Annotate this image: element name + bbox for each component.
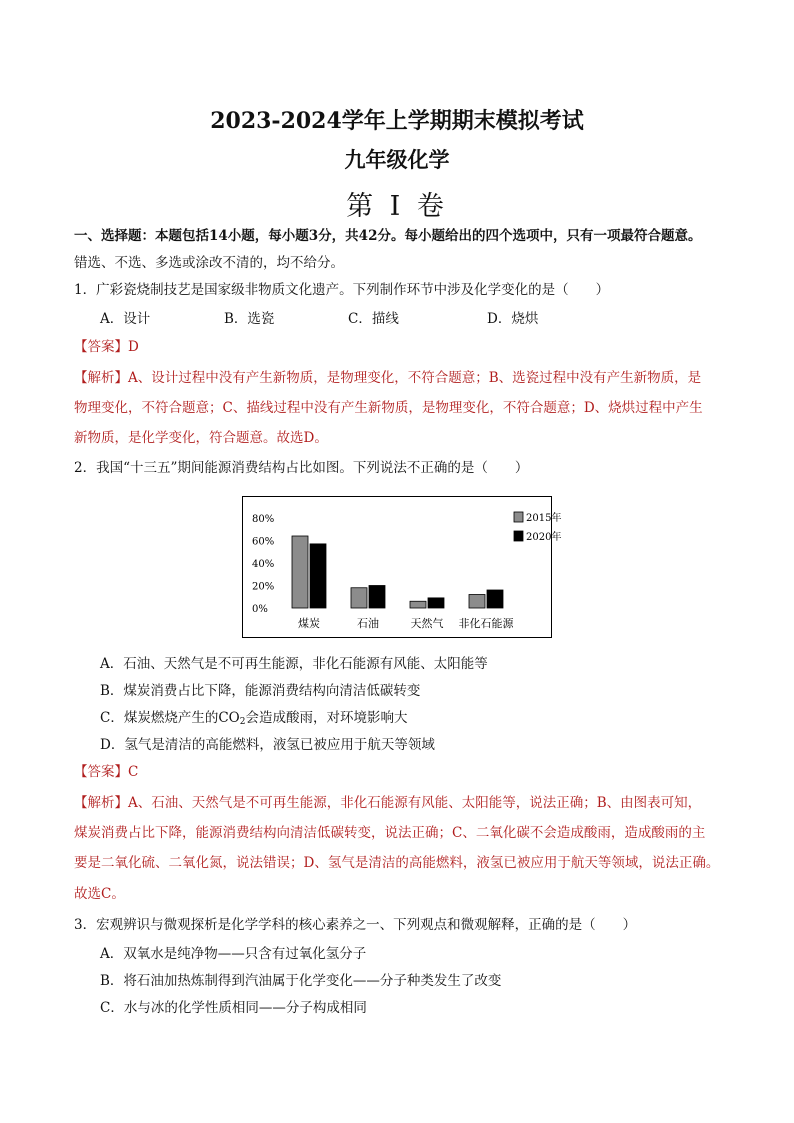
- question-2-analysis-line3: 要是二氧化硫、二氧化氮，说法错误；D、氢气是清洁的高能燃料，液氢已被应用于航天等领域，说法正确。: [74, 855, 720, 871]
- legend-swatch-0: [514, 512, 523, 522]
- y-tick-label: 60%: [252, 536, 275, 548]
- question-2-option-b: B．煤炭消费占比下降，能源消费结构向清洁低碳转变: [100, 683, 421, 699]
- question-1-option-c: C．描线: [348, 311, 399, 327]
- question-1-option-d: D．烧烘: [487, 311, 539, 327]
- question-1-option-a: A．设计: [100, 311, 151, 327]
- y-tick-label: 80%: [252, 514, 275, 525]
- section-intro-line1: 一、选择题：本题包括14小题，每小题3分，共42分。每小题给出的四个选项中，只有一项最符合题意。: [74, 228, 702, 244]
- volume-title: 第 I 卷: [346, 191, 448, 222]
- question-2-option-d: D．氢气是清洁的高能燃料，液氢已被应用于航天等领域: [100, 737, 435, 753]
- question-3-option-c: C．水与冰的化学性质相同——分子构成相同: [100, 1000, 367, 1016]
- question-2-analysis-line2: 煤炭消费占比下降，能源消费结构向清洁低碳转变，说法正确；C、二氧化碳不会造成酸雨，造成酸雨的主: [74, 825, 706, 841]
- x-tick-label: 非化石能源: [458, 617, 514, 630]
- answer-value: C: [128, 764, 139, 780]
- option-c-subscript: 2: [239, 717, 246, 727]
- question-3-option-a: A．双氧水是纯净物——只含有过氧化氢分子: [100, 946, 367, 962]
- bar-2015-3: [469, 595, 485, 609]
- answer-value: D: [128, 339, 139, 355]
- option-c-text-post: 会造成酸雨，对环境影响大: [245, 710, 408, 726]
- question-1-analysis-line2: 物理变化，不符合题意；C、描线过程中没有产生新物质，是物理变化，不符合题意；D、烧烘过程中产生: [74, 400, 703, 416]
- exam-title: 2023-2024学年上学期期末模拟考试: [210, 108, 584, 134]
- question-3-option-b: B．将石油加热炼制得到汽油属于化学变化——分子种类发生了改变: [100, 973, 502, 989]
- question-3-stem: 3．宏观辨识与微观探析是化学学科的核心素养之一、下列观点和微观解释，正确的是（ ）: [74, 917, 637, 933]
- exam-subtitle: 九年级化学: [344, 147, 450, 172]
- question-1-analysis-line3: 新物质，是化学变化，符合题意。故选D。: [74, 430, 328, 446]
- bar-2020-2: [428, 598, 444, 608]
- y-tick-label: 40%: [252, 559, 275, 570]
- analysis-text: A、石油、天然气是不可再生能源，非化石能源有风能、太阳能等，说法正确；B、由图表可知，: [128, 795, 702, 811]
- legend-swatch-1: [514, 531, 523, 541]
- section-intro-line2: 错选、不选、多选或涂改不清的，均不给分。: [74, 255, 344, 271]
- question-2-option-a: A．石油、天然气是不可再生能源，非化石能源有风能、太阳能等: [100, 656, 488, 672]
- bar-2015-2: [410, 601, 426, 608]
- question-2-stem: 2．我国“十三五”期间能源消费结构占比如图。下列说法不正确的是（ ）: [74, 460, 529, 476]
- analysis-text: A、设计过程中没有产生新物质，是物理变化，不符合题意；B、选瓷过程中没有产生新物质，是: [128, 370, 702, 386]
- energy-consumption-chart: [242, 496, 562, 638]
- bar-2020-3: [487, 590, 503, 608]
- question-2-option-c: [100, 706, 407, 727]
- question-1-option-b: B．选瓷: [224, 311, 275, 327]
- question-2-answer: [74, 762, 138, 782]
- legend-label: 2015年: [526, 513, 562, 524]
- answer-label: 【答案】: [74, 339, 128, 355]
- x-tick-label: 煤炭: [298, 617, 320, 630]
- option-c-formula: CO: [218, 710, 240, 726]
- bar-2020-0: [310, 544, 326, 608]
- question-2-analysis-line1: [74, 793, 701, 813]
- option-c-text-pre: C．煤炭燃烧产生的: [100, 710, 219, 726]
- question-1-analysis-line1: [74, 368, 701, 388]
- question-1-stem: 1．广彩瓷烧制技艺是国家级非物质文化遗产。下列制作环节中涉及化学变化的是（ ）: [74, 282, 610, 298]
- y-tick-label: 20%: [252, 581, 275, 593]
- x-tick-label: 石油: [357, 617, 379, 630]
- y-tick-label: 0%: [252, 604, 268, 615]
- question-2-analysis-line4: 故选C。: [74, 886, 125, 902]
- legend-label: 2020年: [526, 532, 562, 543]
- x-tick-label: 天然气: [410, 617, 444, 630]
- analysis-label: 【解析】: [74, 795, 128, 811]
- question-1-answer: [74, 337, 139, 357]
- bar-2015-0: [292, 536, 308, 608]
- bar-2020-1: [369, 586, 385, 609]
- analysis-label: 【解析】: [74, 370, 128, 386]
- answer-label: 【答案】: [74, 764, 128, 780]
- bar-2015-1: [351, 588, 367, 608]
